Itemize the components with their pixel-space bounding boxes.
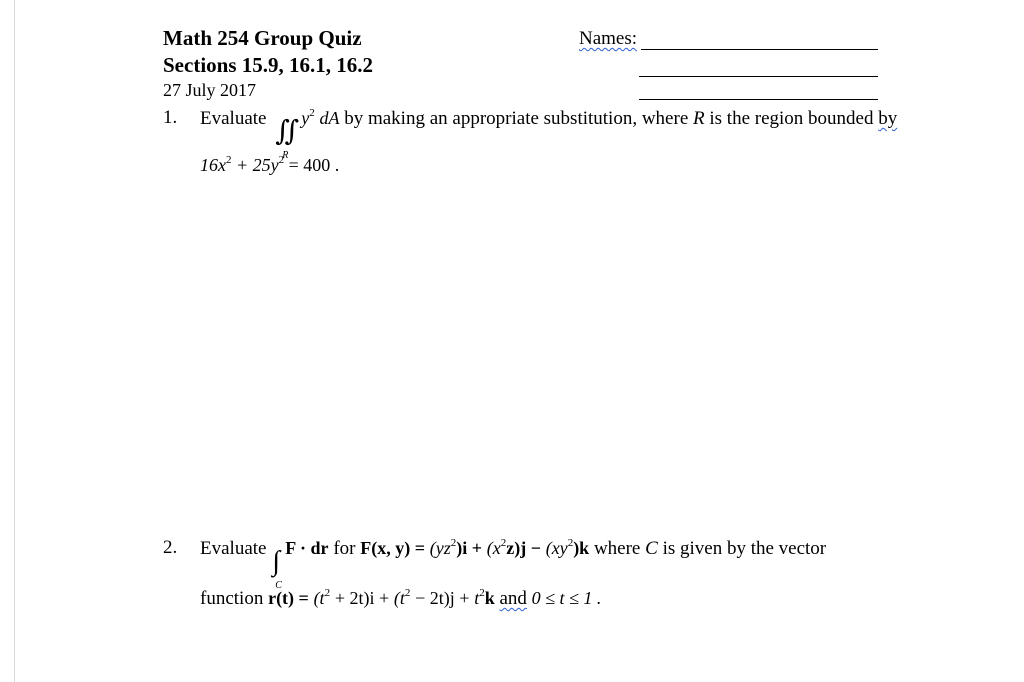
quiz-title: Math 254 Group Quiz	[163, 26, 362, 50]
q2-line1-end: is given by the vector	[662, 538, 827, 559]
q1-text-b: is the region bounded	[709, 108, 874, 129]
q2-line-1	[200, 537, 827, 591]
name-line-3	[639, 99, 878, 100]
q1-eq-b: + 25y	[236, 155, 279, 175]
q1-equation	[200, 154, 339, 176]
q2-term3-exp: 2	[567, 537, 574, 549]
q2-f-def-head: F(x, y) =	[360, 538, 425, 558]
q2-r1: (t	[313, 588, 325, 608]
q1-evaluate: Evaluate	[200, 108, 267, 129]
q1-integrand-exponent: 2	[309, 107, 315, 119]
q2-where: where	[593, 538, 641, 559]
q2-for: for	[333, 538, 356, 559]
q2-c-var: C	[645, 538, 658, 559]
q2-r3: t	[474, 588, 480, 608]
q2-term2-close: z)j −	[506, 538, 541, 558]
q2-range: 0 ≤ t ≤ 1 .	[531, 588, 602, 608]
q2-term1: (yz	[429, 538, 451, 558]
q1-integrand-differential: dA	[319, 108, 340, 128]
q1-text-a: by making an appropriate substitution, where	[344, 108, 689, 129]
q1-eq-a: 16x	[200, 155, 226, 175]
q2-term2-exp: 2	[500, 537, 507, 549]
q2-r2: (t	[393, 588, 405, 608]
name-line-1	[641, 49, 878, 50]
q2-r2-exp: 2	[404, 587, 411, 599]
q2-term1-close: )i +	[456, 538, 482, 558]
q2-r2-rest: − 2t)j +	[415, 588, 470, 608]
quiz-date: 27 July 2017	[163, 80, 257, 100]
q1-integrand-base: y	[301, 108, 310, 128]
q1-eq-a-exp: 2	[226, 154, 232, 166]
q2-f-dot-dr: F · dr	[285, 538, 329, 558]
q2-r1-exp: 2	[324, 587, 331, 599]
q1-eq-b-exp: 2	[278, 154, 285, 166]
q2-term3: (xy	[545, 538, 568, 558]
q2-line-2	[200, 587, 601, 610]
q2-term1-exp: 2	[450, 537, 457, 549]
q1-eq-c: = 400 .	[288, 155, 340, 175]
q1-region-var: R	[693, 108, 705, 129]
q2-r3-exp: 2	[479, 587, 485, 599]
q2-term2: (x	[486, 538, 501, 558]
q2-number: 2.	[163, 537, 178, 558]
q2-r-def: r(t) =	[268, 588, 309, 608]
q1-line-1	[200, 107, 898, 161]
names-label: Names:	[579, 28, 638, 49]
q2-contour-subscript: C	[275, 580, 282, 591]
q2-r1-rest: + 2t)i +	[334, 588, 390, 608]
q2-evaluate: Evaluate	[200, 538, 267, 559]
q1-text-by: by	[878, 108, 898, 129]
line-integral-icon: ∫	[272, 546, 280, 577]
q2-r3-rest: k	[484, 588, 495, 608]
q1-number: 1.	[163, 107, 178, 128]
q1-region-subscript: R	[282, 150, 289, 161]
q2-function: function	[200, 588, 264, 609]
q2-term3-close: )k	[573, 538, 590, 558]
quiz-sections: Sections 15.9, 16.1, 16.2	[163, 53, 373, 77]
double-integral-icon: ∬	[275, 116, 300, 147]
name-line-2	[639, 76, 878, 77]
q2-and: and	[499, 588, 527, 609]
